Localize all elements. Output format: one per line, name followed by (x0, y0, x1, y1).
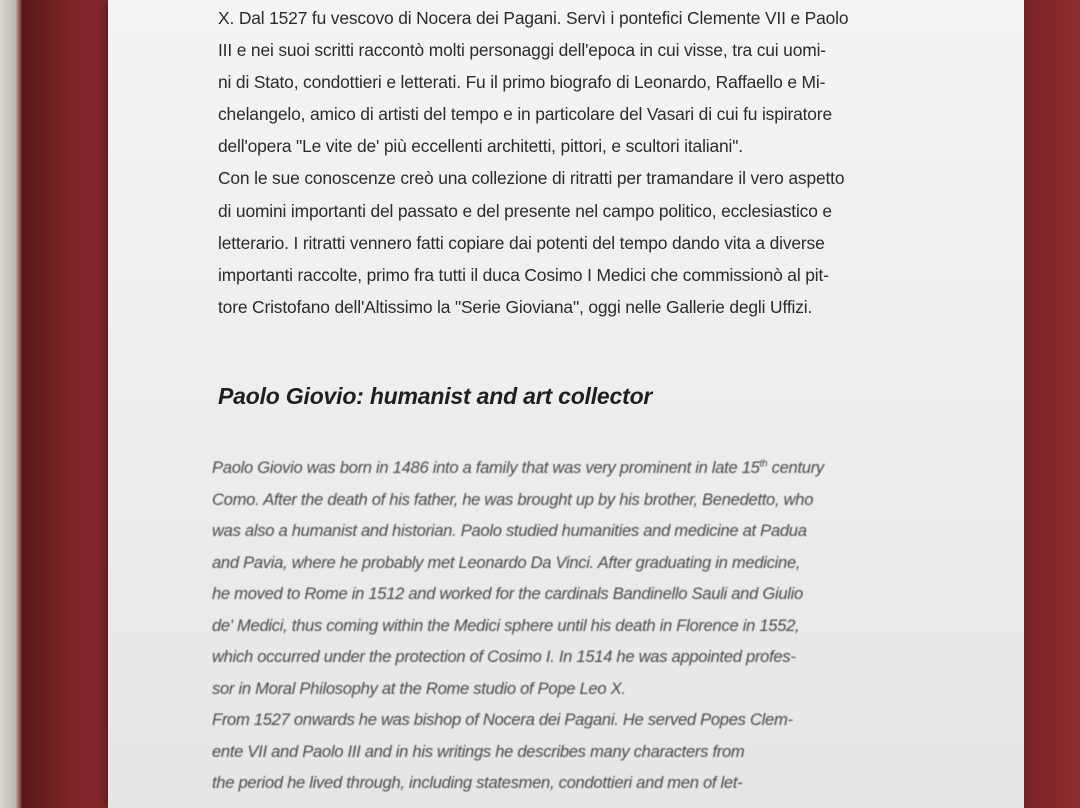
english-line: ente VII and Paolo III and in his writings he describes many characters from (212, 741, 745, 761)
wall-right (1024, 0, 1080, 808)
italian-line: chelangelo, amico di artisti del tempo e in particolare del Vasari di cui fu ispiratore (218, 104, 832, 125)
information-panel (108, 0, 1024, 808)
english-text-block (212, 452, 1012, 799)
english-line: the period he lived through, including statesmen, condottieri and men of let- (212, 773, 743, 792)
wall-shadow (22, 0, 108, 808)
italian-line: Con le sue conoscenze creò una collezione di ritratti per tramandare il vero aspetto (218, 168, 845, 189)
italian-line: tore Cristofano dell'Altissimo la "Serie Gioviana", oggi nelle Gallerie degli Uffizi. (218, 296, 813, 317)
italian-line: ni di Stato, condottieri e letterati. Fu il primo biografo di Leonardo, Raffaello e Mi- (218, 72, 826, 93)
italian-line: dell'opera "Le vite de' più eccellenti architetti, pittori, e scultori italiani". (218, 136, 743, 157)
italian-line: di uomini importanti del passato e del presente nel campo politico, ecclesiastico e (218, 200, 832, 221)
english-line: and Pavia, where he probably met Leonardo Da Vinci. After graduating in medicine, (212, 552, 801, 572)
ordinal-superscript: th (759, 458, 768, 470)
italian-line: X. Dal 1527 fu vescovo di Nocera dei Pagani. Servì i pontefici Clemente VII e Paolo (218, 8, 849, 28)
italian-line: letterario. I ritratti vennero fatti copiare dai potenti del tempo dando vita a diverse (218, 232, 825, 253)
english-line (212, 452, 1012, 484)
italian-line: importanti raccolte, primo fra tutti il duca Cosimo I Medici che commissionò al pit- (218, 264, 829, 285)
english-line: was also a humanist and historian. Paolo studied humanities and medicine at Padua (212, 521, 807, 540)
italian-line: III e nei suoi scritti raccontò molti personaggi dell'epoca in cui visse, tra cui uomi- (218, 40, 826, 61)
english-line-start: Paolo Giovio was born in 1486 into a family that was very prominent in late 15 (212, 458, 760, 477)
english-line: From 1527 onwards he was bishop of Nocera dei Pagani. He served Popes Clem- (212, 710, 793, 729)
english-title: Paolo Giovio: humanist and art collector (218, 383, 653, 409)
english-line: which occurred under the protection of Cosimo I. In 1514 he was appointed profes- (212, 647, 796, 666)
italian-text-block (218, 2, 918, 323)
english-line: de' Medici, thus coming within the Medici sphere until his death in Florence in 1552, (212, 615, 800, 635)
english-line: he moved to Rome in 1512 and worked for the cardinals Bandinello Sauli and Giulio (212, 584, 803, 603)
english-line-end: century (767, 458, 824, 477)
wall-left (0, 0, 22, 808)
english-line: Como. After the death of his father, he was brought up by his brother, Benedetto, who (212, 489, 814, 509)
english-line: sor in Moral Philosophy at the Rome studio of Pope Leo X. (212, 678, 626, 698)
